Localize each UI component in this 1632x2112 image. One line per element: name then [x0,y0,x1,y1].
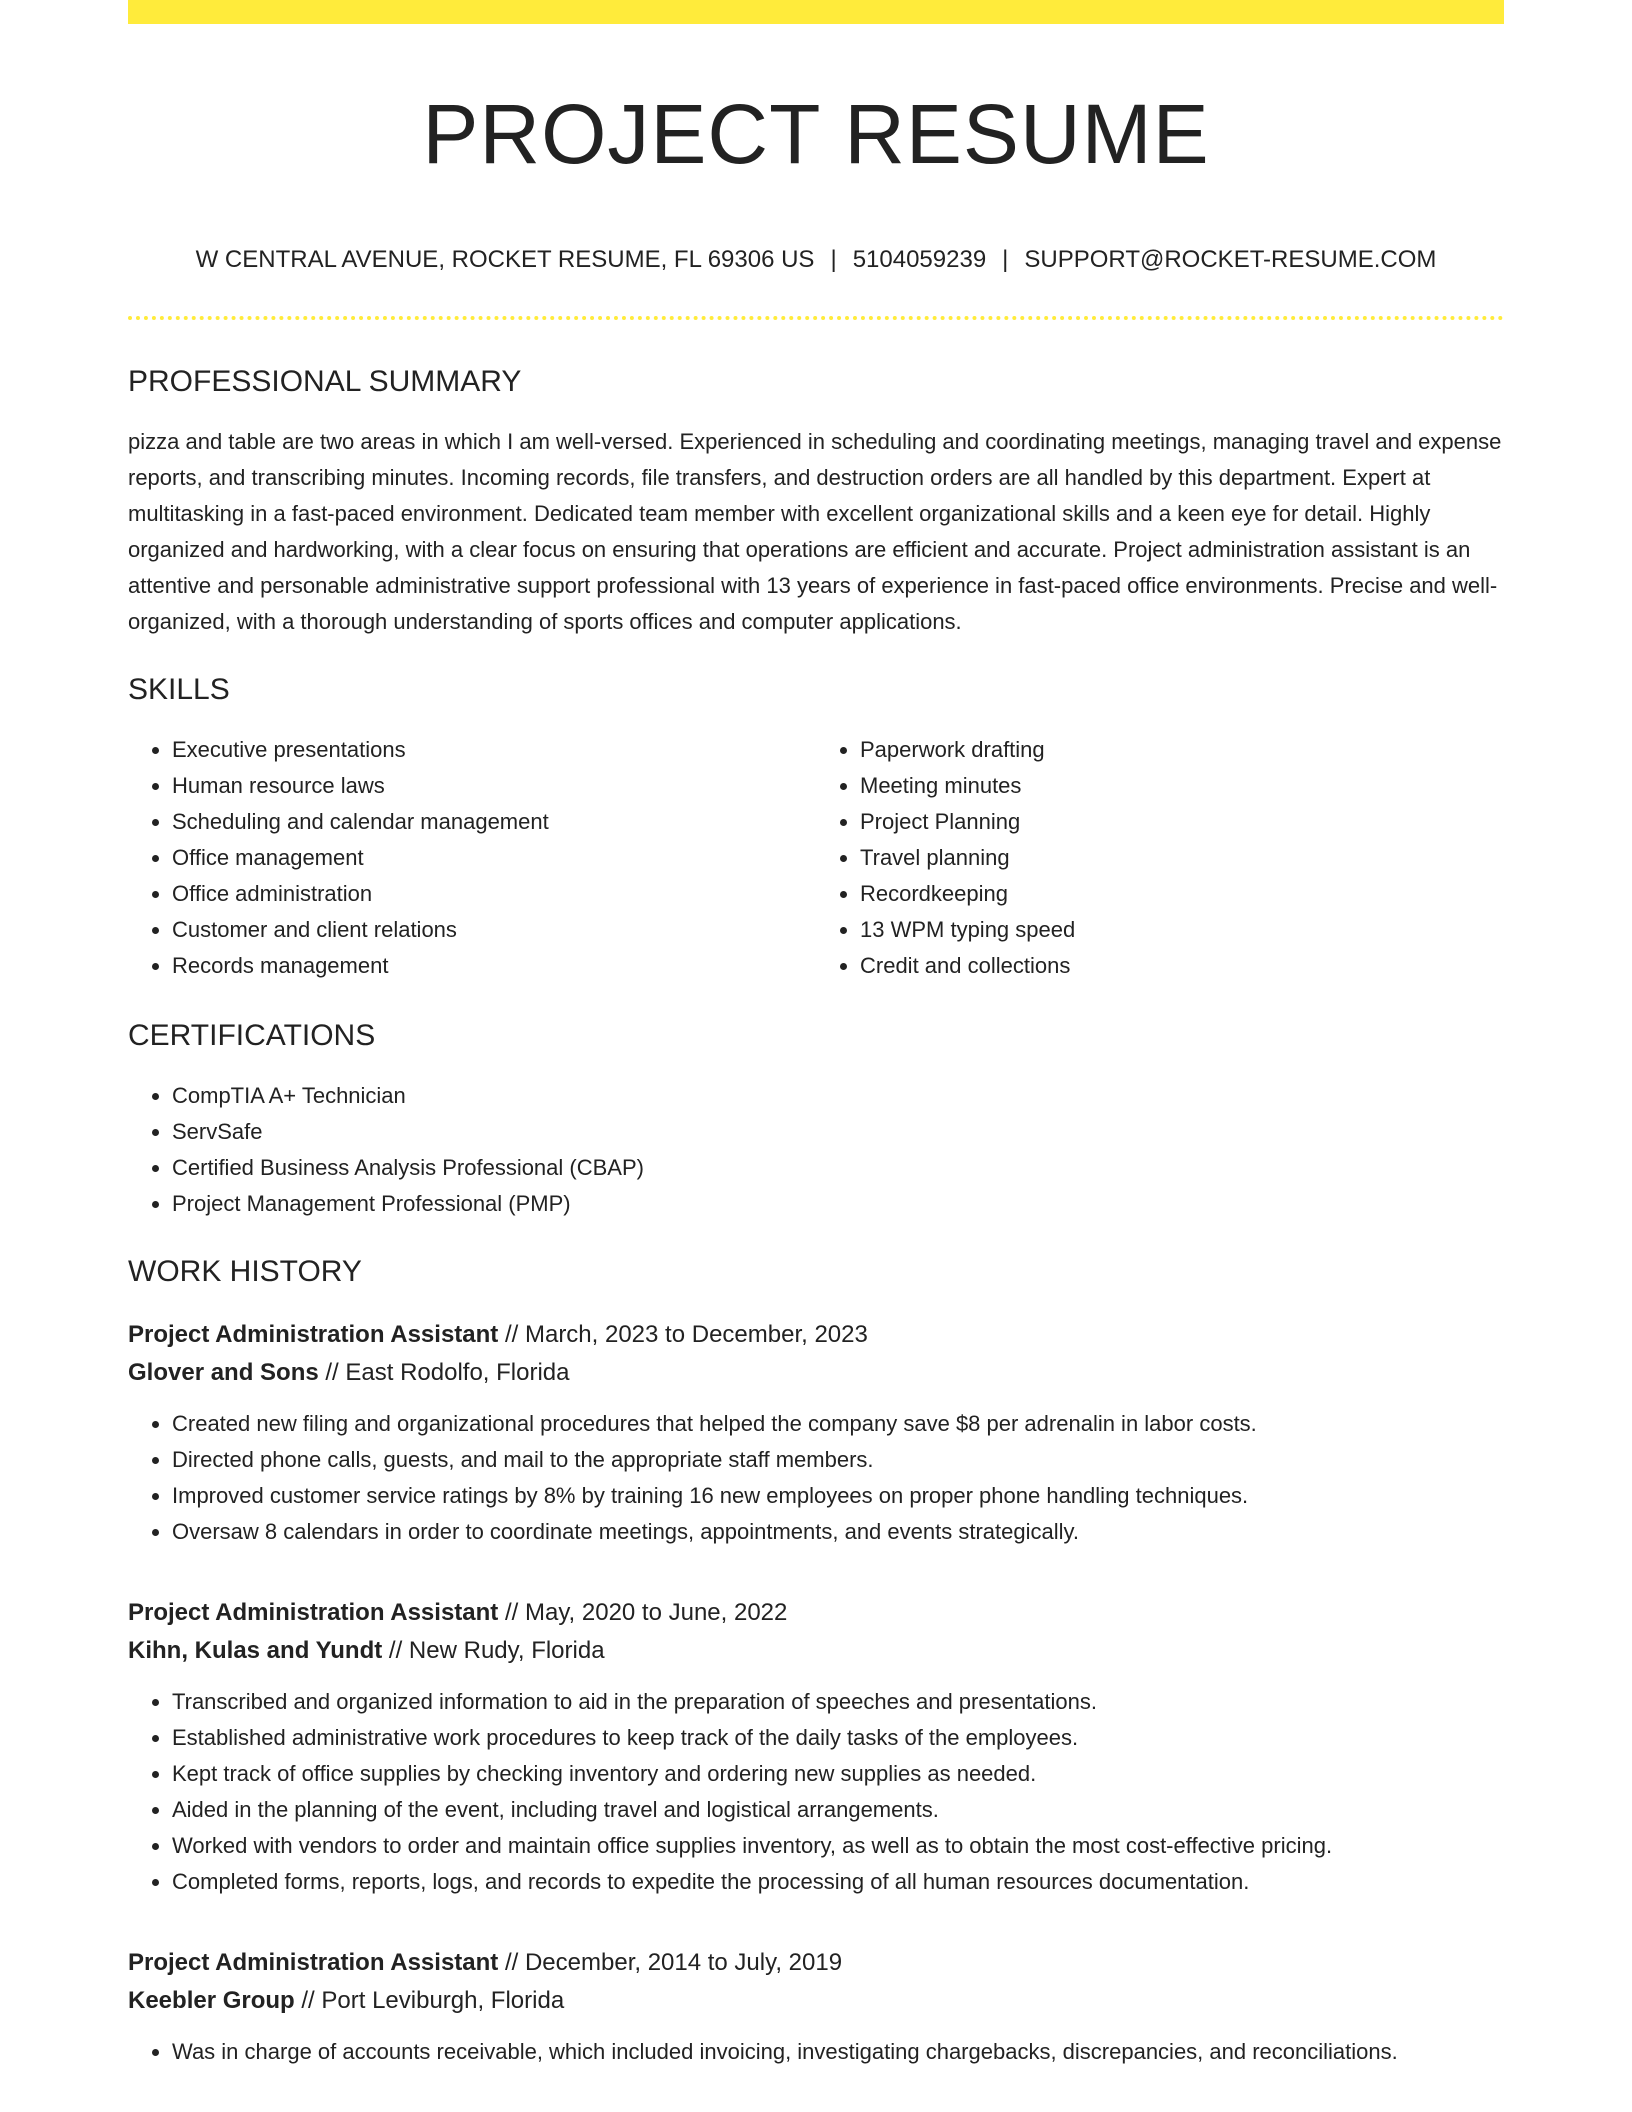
job-bullet: • Transcribed and organized information to aid in the preparation of speeches and presentations. [172,1684,1504,1720]
skill-item: • Customer and client relations [172,912,816,948]
job-bullet: • Created new filing and organizational procedures that helped the company save $8 per adrenalin in labor costs. [172,1406,1504,1442]
job-company-line [128,1632,1504,1670]
summary-text: pizza and table are two areas in which I am well-versed. Experienced in scheduling and coordinating meetings, managing travel and expense reports, and transcribing minutes. Incoming records, file transfers, and destruction orders are all handled by this department. Expert at multitasking in a fast-paced environment. Dedicated team member with excellent organizational skills and a keen eye for detail. Highly organized and hardworking, with a clear focus on ensuring that operations are efficient and accurate. Project administration assistant is an attentive and personable administrative support professional with 13 years of experience in fast-paced office environments. Precise and well-organized, with a thorough understanding of sports offices and computer applications. [128,429,1502,634]
job-bullet: • Oversaw 8 calendars in order to coordinate meetings, appointments, and events strategically. [172,1514,1504,1550]
skills-section [128,672,1504,984]
job-dates: // December, 2014 to July, 2019 [504,1949,843,1976]
contact-phone[interactable]: 5104059239 [852,246,987,273]
skill-item: • Executive presentations [172,732,816,768]
skill-item: • Recordkeeping [860,876,1504,912]
skills-heading: SKILLS [128,673,230,706]
skill-item: • Meeting minutes [860,768,1504,804]
job-bullet: • Improved customer service ratings by 8% by training 16 new employees on proper phone handling techniques. [172,1478,1504,1514]
certification-item: • Project Management Professional (PMP) [172,1186,1504,1222]
job-bullet: • Established administrative work procedures to keep track of the daily tasks of the employees. [172,1720,1504,1756]
skill-item: • Project Planning [860,804,1504,840]
skill-item: • Scheduling and calendar management [172,804,816,840]
resume-name: PROJECT RESUME [422,87,1210,181]
summary-heading: PROFESSIONAL SUMMARY [128,365,522,398]
job-company: Glover and Sons [128,1359,319,1386]
certification-item: • ServSafe [172,1114,1504,1150]
skill-item: • Travel planning [860,840,1504,876]
skill-item: • Credit and collections [860,948,1504,984]
skill-item: • Records management [172,948,816,984]
job-title-line [128,1944,1504,1982]
contact-separator: | [1002,246,1009,273]
skill-item: • 13 WPM typing speed [860,912,1504,948]
resume-page [128,0,1504,2070]
job-dates: // May, 2020 to June, 2022 [504,1599,788,1626]
job-title: Project Administration Assistant [128,1321,499,1348]
job-entry [128,1594,1504,1900]
certifications-heading: CERTIFICATIONS [128,1019,376,1052]
job-bullets [128,1406,1504,1550]
job-bullet: • Directed phone calls, guests, and mail to the appropriate staff members. [172,1442,1504,1478]
skill-item: • Human resource laws [172,768,816,804]
skill-item: • Paperwork drafting [860,732,1504,768]
contact-separator: | [830,246,837,273]
job-company: Keebler Group [128,1987,295,2014]
job-bullet: • Was in charge of accounts receivable, which included invoicing, investigating chargebacks, discrepancies, and reconciliations. [172,2034,1504,2070]
contact-line [128,244,1504,276]
job-company: Kihn, Kulas and Yundt [128,1637,383,1664]
skill-item: • Office administration [172,876,816,912]
job-title: Project Administration Assistant [128,1949,499,1976]
work-history-heading: WORK HISTORY [128,1255,362,1288]
job-company-line [128,1354,1504,1392]
job-bullet: • Completed forms, reports, logs, and records to expedite the processing of all human resources documentation. [172,1864,1504,1900]
job-bullet: • Worked with vendors to order and maintain office supplies inventory, as well as to obtain the most cost-effective pricing. [172,1828,1504,1864]
job-location: // East Rodolfo, Florida [325,1359,570,1386]
skills-list-right [816,732,1504,984]
job-dates: // March, 2023 to December, 2023 [504,1321,868,1348]
contact-email[interactable]: SUPPORT@ROCKET-RESUME.COM [1024,246,1437,273]
job-title: Project Administration Assistant [128,1599,499,1626]
job-entry [128,1316,1504,1550]
job-location: // New Rudy, Florida [388,1637,605,1664]
contact-address: W CENTRAL AVENUE, ROCKET RESUME, FL 69306 US [195,246,815,273]
certifications-section [128,1018,1504,1222]
job-location: // Port Leviburgh, Florida [301,1987,565,2014]
job-bullet: • Kept track of office supplies by checking inventory and ordering new supplies as needed. [172,1756,1504,1792]
summary-section [128,364,1504,640]
certifications-list [128,1078,1504,1222]
job-title-line [128,1316,1504,1354]
skill-item: • Office management [172,840,816,876]
skills-list-left [128,732,816,984]
skills-columns [128,732,1504,984]
certification-item: • CompTIA A+ Technician [172,1078,1504,1114]
job-entry [128,1944,1504,2070]
certification-item: • Certified Business Analysis Professional (CBAP) [172,1150,1504,1186]
accent-top-bar [128,0,1504,24]
job-bullets [128,1684,1504,1900]
job-title-line [128,1594,1504,1632]
job-bullet: • Aided in the planning of the event, including travel and logistical arrangements. [172,1792,1504,1828]
work-history-section [128,1254,1504,2070]
job-bullets [128,2034,1504,2070]
dotted-divider [128,316,1504,320]
job-company-line [128,1982,1504,2020]
